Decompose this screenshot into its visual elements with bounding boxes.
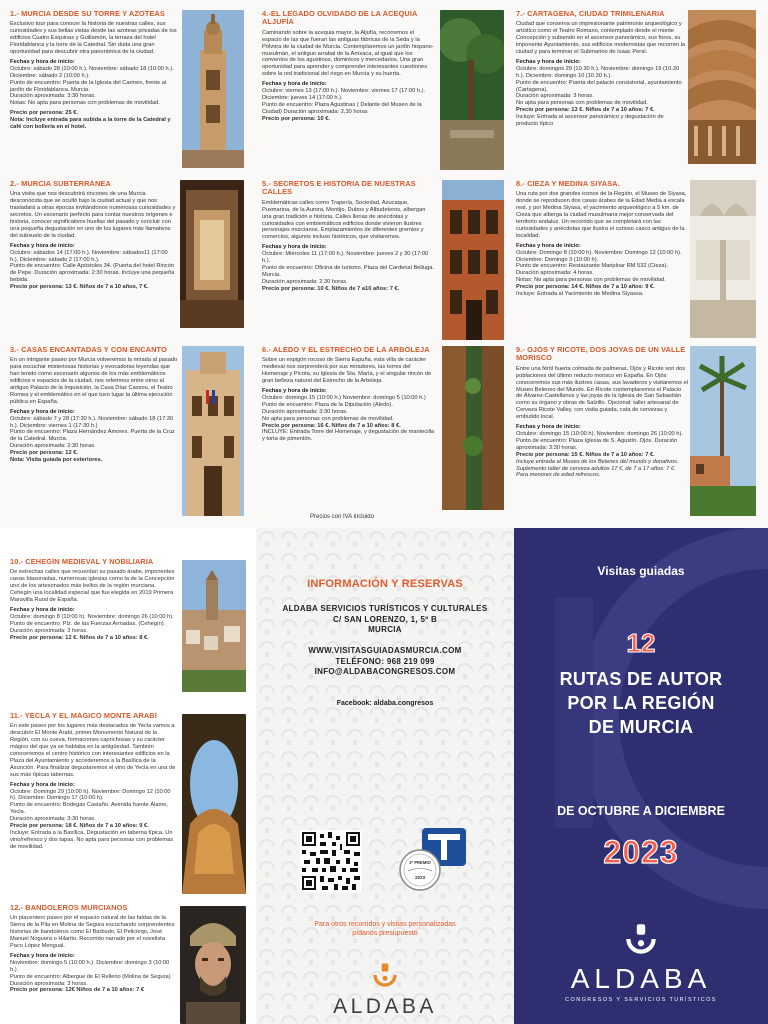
street-building-photo <box>442 180 504 340</box>
monte-arabi-photo <box>182 714 246 894</box>
email-link[interactable]: INFO@ALDABACONGRESOS.COM <box>314 667 456 676</box>
route-card <box>262 10 434 178</box>
brochure-outer-spread <box>0 528 768 1024</box>
cover-route-count: 12 <box>626 628 656 658</box>
route-price: Precio por persona: 13 €. Niños de 7 a 10 años, 7 €. <box>10 284 149 291</box>
route-description: Exclusivo tour para conocer la historia de nuestras calles, sus curiosidades y sus bellas vistas desde las azoteas privadas de los edificios Cuatro Esquinas y Guillamón, la terraza del hotel Floridablanca y la torre de la Catedral. Sin duda una gran oportunidad para descubrir otra panorámica de la ciudad. <box>10 21 177 56</box>
route-meeting-point: Punto de encuentro: Plaza de la Diputación (Aledo). <box>262 401 393 408</box>
moorish-house-photo <box>690 180 756 338</box>
route-description: Una visita que nos descubrirá rincones de una Murcia desconocida que se ocultó bajo la ciudad actual y que nos trasladará a otras épocas invitándonos numerosas curiosidades y secretos. Un escenario perfecto para contar nuestros orígenes e historia, conocer significativos huellas del pasado y concluir con una pequeña degustación en uno de los lugares más llamativos del subsuelo de la ciudad. <box>10 191 176 239</box>
route-card <box>10 10 178 178</box>
route-duration: Duración aproximada: 3 horas. <box>10 980 88 987</box>
route-meeting-point: Punto de encuentro: Plz. de las Fuerzas Armadas. (Cehegín). <box>10 620 166 627</box>
cover-title-line3: DE MURCIA <box>588 717 694 737</box>
route-price: Precio por persona: 25 €. <box>10 110 78 117</box>
route-title: 3.- CASAS ENCANTADAS Y CON ENCANTO <box>10 346 167 354</box>
route-card <box>516 10 686 178</box>
route-price: Precio por persona: 12€ Niños de 7 a 10 años: 7 € <box>10 987 145 994</box>
route-meeting-point: Punto de encuentro: Plaza Hernández Amores. Puerta de la Cruz de la Catedral. Murcia. <box>10 429 175 443</box>
door-knocker-icon <box>620 920 662 958</box>
route-dates-label: Fechas y hora de inicio: <box>262 244 327 251</box>
route-description: Ciudad que conserva un impresionante patrimonio arqueológico y artístico como el Teatro Romano, contemplado desde el monte Concepción y subiendo en el ascensor panorámico, sus foros, su imponente Ayuntamiento, sus edificios modernistas que recorren la ciudad y para terminar el Submarino de Isaac Peral. <box>516 21 686 56</box>
route-title: 12.- BANDOLEROS MURCIANOS <box>10 904 128 912</box>
route-title: 10.- CEHEGÍN MEDIEVAL Y NOBILIARIA <box>10 558 154 566</box>
route-title: 2.- MURCIA SUBTERRÁNEA <box>10 180 111 188</box>
palm-valley-photo <box>690 346 756 516</box>
route-dates: Octubre: domingo 15 (10:00 h). Noviembre: domingo 26 (10:00 h). Punto de encuentro: Plaza Iglesia de S. Agustín. Ojós. Duración aproximada: 3:30 horas. <box>516 430 683 451</box>
info-panel <box>256 528 514 1024</box>
route-dates-label: Fechas y hora de inicio: <box>10 58 75 65</box>
cover-panel <box>514 528 768 1024</box>
aldaba-logo <box>330 960 440 1019</box>
custom-tours-line1: Para otros recorridos y visitas personalizadas <box>314 921 456 928</box>
route-duration: Duración aproximada: 2.30 horas. <box>262 278 348 285</box>
route-title: 11.- YECLA Y EL MÁGICO MONTE ARABÍ <box>10 712 157 720</box>
route-dates: Octubre: Domingo 29 (10:00 h). Noviembre: Domingo 12 (10:00 h). Diciembre: Domingo 17 (10:00 h). <box>10 788 171 802</box>
route-includes: Nota: Incluye entrada para subida a la torre de la Catedral y café con bollería en el hotel. <box>10 117 171 131</box>
info-title-wrap <box>256 578 514 590</box>
route-duration: Duración aproximada: 3:30 horas. <box>10 816 96 823</box>
route-card <box>516 180 688 340</box>
route-dates-label: Fechas y hora de inicio: <box>262 81 327 88</box>
route-price: Precio por persona: 15 €. Niños de 7 a 10 años: 7 €. <box>516 451 655 458</box>
route-description: Una ruta por dos grandes iconos de la Región, el Museo de Siyasa, donde se reproducen dos casas árabes de la Edad Media a escala real, y por Medina Siyasa, el yacimiento arqueológico a 5 km. de Cieza que alberga la ciudad musulmana mejor conservada del territorio andaluz. Un recorrido que se completará con las curiosidades y anécdotas que ilustra el curioso casco antiguo de la localidad. <box>516 191 687 239</box>
route-notes: Notas: No apta para personas con problemas de movilidad. <box>10 100 160 107</box>
route-dates: Octubre: Miércoles 11 (17:00 h.). Noviembre: jueves 2 y 30 (17:00 h.). <box>262 251 429 265</box>
route-dates: Octubre: domingo 8 (10:00 h). Noviembre: domingo 26 (10:00 h). <box>10 613 174 620</box>
facebook-wrap <box>256 700 514 707</box>
route-meeting-point: Punto de encuentro: Oficina de turismo. Plaza del Cardenal Belluga. Murcia. <box>262 264 434 278</box>
route-price: Precio por persona: 14 €. Niños de 7 a 10 años: 9 €. <box>516 284 655 291</box>
route-meeting-point: Punto de encuentro: Bodegas Castaño. Avenida fuente Álamo, Yecla. <box>10 802 168 816</box>
cover-logo-text: ALDABA <box>570 963 712 994</box>
cathedral-tower-photo <box>182 10 244 168</box>
cover-title-line2: POR LA REGIÓN <box>567 693 715 713</box>
route-title: 9.- OJÓS Y RICOTE, DOS JOYAS DE UN VALLE MORISCO <box>516 346 686 363</box>
contact-block <box>256 604 514 636</box>
route-dates-label: Fechas y hora de inicio: <box>10 781 75 788</box>
route-card <box>262 346 438 510</box>
route-duration: Duración aproximada: 2:30 horas. <box>10 443 96 450</box>
acequia-garden-photo <box>440 10 504 170</box>
route-description: En este paseo por los lugares más destacados de Yecla vamos a descubrir El Monte Arabí, primer Monumento Natural de la Región, con su cueva, formaciones caprichosas y su carácter mágico del que ya se hablaba en la antigüedad. También conoceremos el centro histórico con interesantes edificios en la Plaza del Ayuntamiento y accederemos a la Basílica de la Asunción. Para finalizar degustaremos el vino de Yecla en una de sus más típicas tabernas. <box>10 723 176 778</box>
route-duration: Duración aproximada: 3 horas. <box>516 93 594 100</box>
route-price: Precio por persona: 18 €. Niños de 7 a 10 años: 9 €. <box>10 823 149 830</box>
route-meeting-point: Punto de encuentro: Restaurante Mariplnar RM 532 (Cieza). <box>516 263 669 270</box>
palace-facade-photo <box>182 346 244 516</box>
route-dates-label: Fechas y hora de inicio: <box>10 242 75 249</box>
award-seal-icon <box>398 826 470 894</box>
route-title: 6.- ALEDO Y EL ESTRECHO DE LA ARBOLEJA <box>262 346 430 354</box>
route-price: Precio por persona: 12 €. <box>10 450 78 457</box>
route-dates: Octubre: sábado 7 y 28 (17:30 h.). Noviembre: sábado 18 (17:30 h.). Diciembre: viernes 1 (17:30 h.) <box>10 415 174 429</box>
route-title: 1.- MURCIA DESDE SU TORRE Y AZOTEAS <box>10 10 165 18</box>
route-duration: Duración aproximada: 3:30 horas. <box>10 93 96 100</box>
cehegin-town-photo <box>182 560 246 692</box>
custom-tours-note <box>256 920 514 938</box>
route-dates: Octubre: Domingo 8 (10:00 h). Noviembre: Domingo 12 (10:00 h). Diciembre: Domingo 3 (10:00 h). <box>516 249 682 263</box>
street-address: C/ SAN LORENZO, 1, 5º B <box>332 614 438 624</box>
route-dates-label: Fechas y hora de inicio: <box>516 58 581 65</box>
route-dates: Octubre: domingo 15 (10:00 h.) Noviembre: domingo 5 (10:00 h.) <box>262 394 426 401</box>
route-card <box>10 558 176 710</box>
route-card <box>516 346 688 522</box>
route-title: 4.-EL LEGADO OLVIDADO DE LA ACEQUIA ALJUFÍA <box>262 10 418 27</box>
route-description: De estrechas calles que recuerdan su pasado árabe, imponentes casas blasonadas, numerosas iglesias como la de la Concepción uno de los artesonados más bellos de la región murciana. Cehegín una localidad especial que fue elegida en 2019 Primera Maravilla Rural de España. <box>10 569 175 604</box>
cover-year: 2023 <box>603 834 679 870</box>
route-notes: No apta para personas con problemas de movilidad. <box>262 415 394 422</box>
info-title: INFORMACIÓN Y RESERVAS <box>307 578 463 590</box>
cover-dates: DE OCTUBRE A DICIEMBRE <box>557 804 725 818</box>
route-title: 5.- SECRETOS E HISTORIA DE NUESTRAS CALLES <box>262 180 416 197</box>
route-description: Un placentero paseo por el espacio natural de las faldas de la Sierra de la Pila en Molina de Segura escuchando sorprendentes historias de bandoleros como El Barbudo, El Pelicieqo, José Manuel Noguera o Hilarito. Recorrido narrado por el novelista Paco López Mengual. <box>10 915 175 950</box>
website-link[interactable]: WWW.VISITASGUIADASMURCIA.COM <box>308 646 462 655</box>
canyon-photo <box>442 346 504 510</box>
bandolero-portrait-photo <box>180 906 246 1024</box>
route-notes: Notas: No apta para personas con problemas de movilidad. <box>516 277 666 284</box>
route-description: Sobre un espigón rocoso de Sierra Espuña, esta villa de carácter medieval nos sorprenderá por sus miradores, las torres del Homenaje y Picota, su Iglesia de Sta. María, y el singular rincón de gran belleza natural del Estrecho de la Arboleja. <box>262 357 432 385</box>
roman-theatre-photo <box>688 10 756 164</box>
route-dates: Octubre: domingos 29 (10.30 h.). Noviembre: domingo 19 (10.30 h.). Diciembre: domingo 10 (10.30 h.). <box>516 65 680 79</box>
city: MURCIA <box>368 625 402 634</box>
route-price: Precio por persona: 13 €. Niños de 7 a 10 años: 7 €. <box>516 107 655 114</box>
route-dates-label: Fechas y hora de inicio: <box>10 606 75 613</box>
aldaba-logo-text: ALDABA <box>333 995 437 1018</box>
route-meeting-point: Punto de encuentro: Puerta de la Iglesia del Carmen, frente al jardín de Floridablanca. Murcia. <box>10 79 167 93</box>
route-notes: No apta para personas con problemas de movilidad. <box>516 100 648 107</box>
route-price: Precio por persona: 16 €. Niños de 7 a 10 años: 8 €. <box>262 422 401 429</box>
qr-code-icon[interactable] <box>300 830 362 892</box>
background-pattern <box>256 528 514 1024</box>
route-card <box>10 712 176 898</box>
route-price: Precio por persona: 10 €. <box>262 115 330 122</box>
route-includes: Incluye: Entrada al Yacimiento de Medina Siyassa. <box>516 291 644 298</box>
route-price: Precio por persona: 10 €. Niños de 7 a10 años: 7 €. <box>262 285 400 292</box>
route-includes: Incluye: Entrada al ascensor panorámico y degustación de producto típico <box>516 114 664 128</box>
route-title: 7.- CARTAGENA, CIUDAD TRIMILENARIA <box>516 10 665 18</box>
route-dates: Octubre: sábados 14 (17:00 h.). Noviembre: sábados11 (17:00 h.). Diciembre: sábado 2 (17:00 h.). <box>10 249 168 263</box>
route-meeting-point: Punto de encuentro: Calle Apóstoles 34. (Puerta del hotel Rincón de Pepe. Duración aproximada: 2:30 horas. Incluye una pequeña bebida. <box>10 263 175 284</box>
route-description: Caminando sobre la acequia mayor, la Aljufía, recorremos el espacio de las que fueran las antiguas fábricas de la Seda y la Pólvora de la ciudad de Murcia. Contemplaremos un jardín hispano-musulmán, el antiguo arrabal de la Arrixaca, al igual que los conventos de los agustinos, dominicos y mercedarios. Una gran oportunidad para aprender y comprender interesantes cuestiones sobre la red tradicional del riego en Murcia y su huerta. <box>262 29 434 78</box>
route-title: 8.- CIEZA Y MEDINA SIYASA. <box>516 180 620 188</box>
route-meeting-point: Punto de encuentro: Albergue de El Relleno (Molina de Segura) <box>10 973 171 980</box>
route-card <box>262 180 434 340</box>
cover-aldaba-logo <box>514 920 768 1003</box>
route-includes: Incluye: Entrada a la Basílica. Degustación en taberna típica. Un vino/refresco y dos tapas. No apta para personas con problemas de movilidad. <box>10 830 174 850</box>
route-card <box>10 904 176 1024</box>
route-dates-label: Fechas y hora de inicio: <box>10 952 75 959</box>
seal-year-text: 2023 <box>414 875 426 880</box>
route-duration: Duración aproximada: 3:30 horas. <box>262 408 348 415</box>
route-duration: Duración aproximada: 4 horas. <box>516 270 594 277</box>
route-card <box>10 346 178 510</box>
route-description: En un intrigante paseo por Murcia volveremos la mirada al pasado para escuchar misteriosas historias y evocadoras leyendas que han tenido como escenario algunos de los más emblemáticos edificios o espacios de la ciudad, nos referimos entre otros al antiguo Palacio de la Inquisición, la Casa Díaz Cassou, el Teatro Romea y el emblemático en el que tuvo lugar la última ejecución pública en España. <box>10 357 178 405</box>
route-price: Precio por persona: 12 €. Niños de 7 a 10 años: 8 €. <box>10 634 149 641</box>
route-card <box>10 180 176 340</box>
company-name: ALDABA SERVICIOS TURÍSTICOS Y CULTURALES <box>282 604 488 613</box>
route-dates-label: Fechas y hora de inicio: <box>516 242 581 249</box>
route-dates-label: Fechas y hora de inicio: <box>262 388 327 395</box>
door-knocker-icon <box>368 960 402 990</box>
cover-title-line1: RUTAS DE AUTOR <box>559 669 723 689</box>
cover-logo-tagline: CONGRESOS Y SERVICIOS TURÍSTICOS <box>565 997 717 1003</box>
route-includes: Nota: Visita guiada por exteriores. <box>10 457 103 464</box>
route-dates: Octubre: sábado 28 (10:00 h.). Noviembre: sábado 18 (10:00 h.). Diciembre: sábado 2 (10:00 h.). <box>10 65 174 79</box>
route-duration: Duración aproximada: 3 horas. <box>10 627 88 634</box>
route-includes: Incluye entrada al Museo de los Belenes del mundo y donativos. Suplemento taller de cerveza adultos 17 €, de 7 a 17 años: 7 €. Para menores de edad refrescos. <box>516 458 679 479</box>
route-dates-label: Fechas y hora de inicio: <box>516 424 581 431</box>
route-includes: INCLUYE: Entrada Torre del Homenaje, y degustación de mantecilla y torta de pimentón. <box>262 429 435 443</box>
route-description: Emblemáticas calles como Trapería, Sociedad, Azucaque, Puxmarina, de la Aurora, Montijo, Dubos y Albudeteros, albergan una gran tradición e historia. Calles llenas de anécdotas y curiosidades con emblemáticos edificios donde vivieron ilustres personajes murcianos. Emplazamientos de diferentes gremios y comercios, algunos incluso históricos, que visitaremos. <box>262 199 426 241</box>
route-meeting-point: Punto de encuentro: Plaza Agustinas ( Delante del Museo de la Ciudad) Duración aproximada: 2,30 horas <box>262 101 422 115</box>
custom-tours-line2: pídanos presupuesto <box>352 930 418 937</box>
routes-panel-10-12 <box>0 528 256 1024</box>
contact-links <box>256 646 514 678</box>
facebook-link[interactable]: Facebook: aldaba.congresos <box>336 700 434 707</box>
phone-link[interactable]: TELÉFONO: 968 219 099 <box>335 656 435 666</box>
route-dates-label: Fechas y hora de inicio: <box>10 408 75 415</box>
route-dates: Octubre: viernes 13 (17:00 h.). Noviembre: viernes 17 (17:00 h.). Diciembre: jueves 14 (17:00 h.). <box>262 88 426 101</box>
cover-subtitle: Visitas guiadas <box>597 564 685 578</box>
route-dates: Noviembre: domingo 5 (10:00 h.). Diciembre: domingo 3 (10:00 h.). <box>10 959 170 973</box>
seal-prize-text: 2º PREMIO <box>409 860 431 865</box>
route-description: Entre una fértil huerta colmada de palmeras, Ojós y Ricote son dos poblaciones del último reducto morisco en España. En Ojós conoceremos sus más ilustres casas, sus lavaderos y visitaremos el Museo Beleneo del Mundo. En Ricote contemplaremos el Palacio de Álvarez-Castellanos y las joyas de la Iglesia de San Sebastián como su órgano y obras de Salzillo. Opcional: taller artesanal de Cerveza Ricote Valley, con visita guiada, cata de cervezas y embutido local. <box>516 365 688 421</box>
route-meeting-point: Punto de encuentro: Puerta del palacio consistorial, ayuntamiento (Cartagena). <box>516 79 682 93</box>
underground-photo <box>180 180 244 328</box>
iva-note: Precios con IVA incluido <box>310 514 374 520</box>
